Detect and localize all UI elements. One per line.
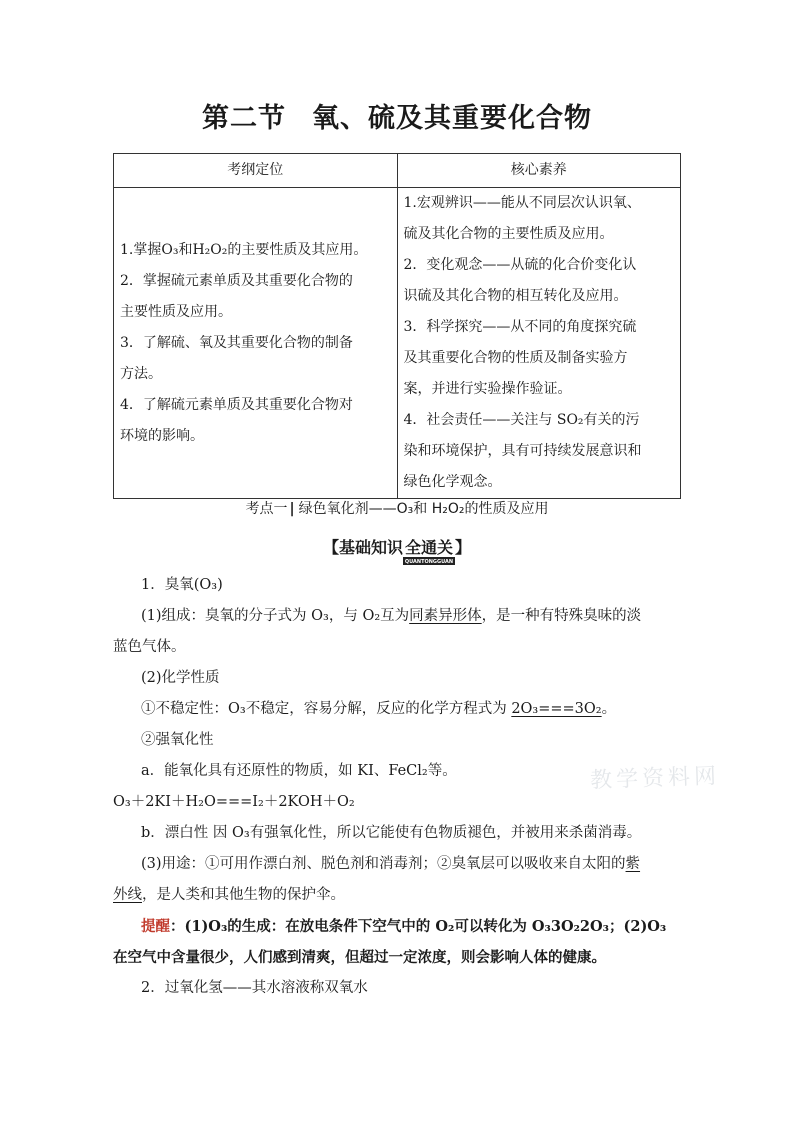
hexin-line: 1.宏观辨识——能从不同层次认识氧、 xyxy=(403,195,641,211)
paragraph-uses xyxy=(113,849,681,880)
kaogang-line: 2．掌握硫元素单质及其重要化合物的 xyxy=(120,272,353,289)
badge-subtext: QUANTONGGUAN xyxy=(404,559,454,565)
section-title xyxy=(0,96,794,135)
watermark: 教学资料网 xyxy=(589,763,721,794)
paragraph-composition xyxy=(113,601,681,632)
hexin-line: 4．社会责任——关注与 SO₂有关的污 xyxy=(403,412,640,428)
kaogang-line: 主要性质及应用。 xyxy=(120,303,232,320)
hexin-line: 硫及其化合物的主要性质及应用。 xyxy=(403,226,614,242)
hexin-line: 2．变化观念——从硫的化合价变化认 xyxy=(403,257,637,273)
kaogang-line: 环境的影响。 xyxy=(120,427,204,444)
hexin-line: 绿色化学观念。 xyxy=(403,474,502,490)
hexin-line: 识硫及其化合物的相互转化及应用。 xyxy=(403,288,628,304)
text-run: ①不稳定性：O₃不稳定，容易分解，反应的化学方程式为 xyxy=(141,701,512,717)
hexin-line: 染和环境保护，具有可持续发展意识和 xyxy=(403,443,642,459)
kaogang-line: 方法。 xyxy=(120,365,162,382)
hexin-line: 3．科学探究——从不同的角度探究硫 xyxy=(403,319,637,335)
heading-ozone: 1．臭氧(O₃) xyxy=(141,577,223,593)
table-body-row xyxy=(114,188,681,499)
kaodian-separator: | xyxy=(289,501,295,517)
paragraph-item-a: a．能氧化具有还原性的物质，如 KI、FeCl₂等。 xyxy=(141,763,457,779)
kaodian-label: 考点一 xyxy=(245,501,288,517)
paragraph-instability xyxy=(113,694,681,725)
quantongguan-badge xyxy=(403,538,455,565)
text-run: 。 xyxy=(601,701,617,717)
kaodian-heading xyxy=(0,498,794,518)
section-name: 氧、硫及其重要化合物 xyxy=(312,103,592,134)
syllabus-table xyxy=(113,153,681,499)
tip-label: 提醒 xyxy=(141,918,170,935)
answer-blank: 2O₃===3O₂ xyxy=(511,701,602,717)
header-kaogang: 考纲定位 xyxy=(114,154,398,188)
paragraph-chem-props: (2)化学性质 xyxy=(141,670,220,686)
equation-line: O₃＋2KI＋H₂O===I₂＋2KOH＋O₂ xyxy=(113,794,355,810)
section-banner xyxy=(0,535,794,565)
paragraph-oxidizing: ②强氧化性 xyxy=(141,732,214,748)
header-hexin: 核心素养 xyxy=(397,154,681,188)
text-run: ：(1)O₃的生成：在放电条件下空气中的 O₂可以转化为 O₃3O₂2O₃；(2)O₃ xyxy=(170,918,667,935)
kaogang-line: 1.掌握O₃和H₂O₂的主要性质及其应用。 xyxy=(120,241,368,258)
paragraph-composition-cont: 蓝色气体。 xyxy=(113,639,186,655)
kaogang-line: 4．了解硫元素单质及其重要化合物对 xyxy=(120,396,353,413)
paragraph-item-b: b．漂白性 因 O₃有强氧化性，所以它能使有色物质褪色，并被用来杀菌消毒。 xyxy=(141,825,642,841)
kaogang-cell xyxy=(114,188,398,499)
text-run: ，是一种有特殊臭味的淡 xyxy=(481,608,642,624)
text-run: (3)用途：①可用作漂白剂、脱色剂和消毒剂；②臭氧层可以吸收来自太阳的 xyxy=(141,856,626,872)
hexin-cell xyxy=(397,188,681,499)
banner-open: 【基础知识 xyxy=(322,538,403,557)
banner-close: 】 xyxy=(455,538,472,557)
answer-blank: 外线 xyxy=(113,887,142,903)
table-header-row xyxy=(114,154,681,188)
heading-peroxide: 2．过氧化氢——其水溶液称双氧水 xyxy=(141,980,368,996)
tip-paragraph-cont: 在空气中含量很少，人们感到清爽，但超过一定浓度，则会影响人体的健康。 xyxy=(113,949,606,966)
text-run: (1)组成：臭氧的分子式为 O₃，与 O₂互为 xyxy=(141,608,410,624)
hexin-line: 案，并进行实验操作验证。 xyxy=(403,381,572,397)
answer-blank: 紫 xyxy=(625,856,641,872)
kaodian-text: 绿色氧化剂——O₃和 H₂O₂的性质及应用 xyxy=(298,501,549,517)
section-number: 第二节 xyxy=(202,103,286,134)
answer-blank: 同素异形体 xyxy=(409,608,482,624)
hexin-line: 及其重要化合物的性质及制备实验方 xyxy=(403,350,628,366)
tip-paragraph xyxy=(113,911,681,942)
kaogang-line: 3．了解硫、氧及其重要化合物的制备 xyxy=(120,334,353,351)
paragraph-uses-cont xyxy=(113,880,681,911)
badge-text: 全通关 xyxy=(404,538,453,557)
text-run: ，是人类和其他生物的保护伞。 xyxy=(142,887,345,903)
